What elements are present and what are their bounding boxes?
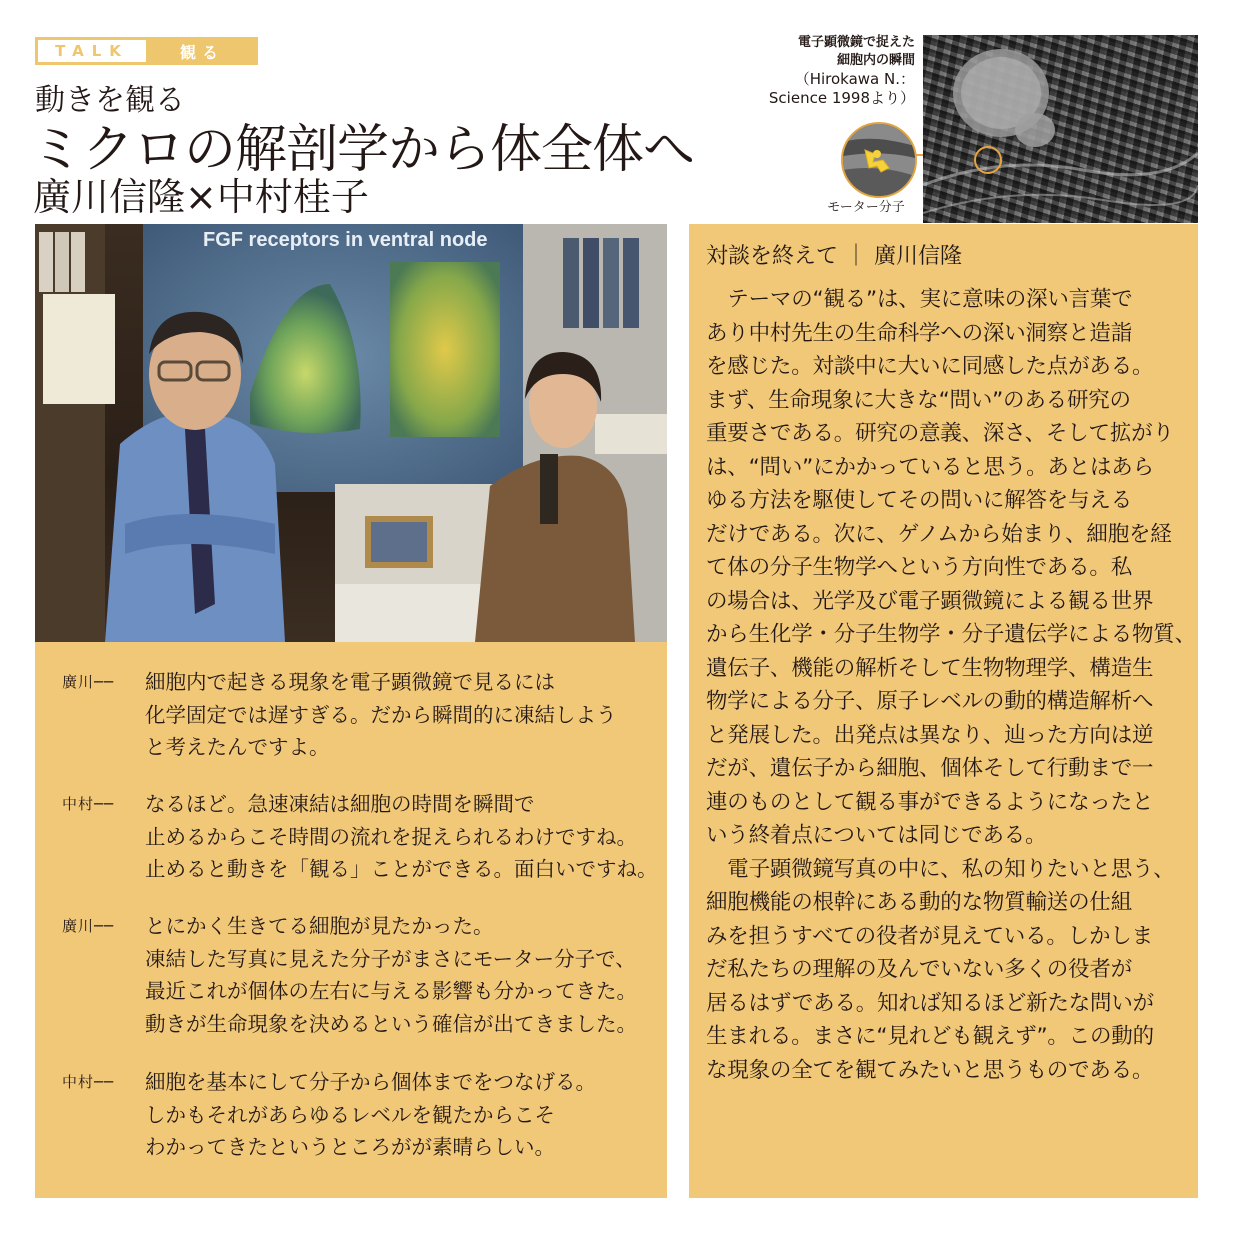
dialogue-line: わかってきたというところがが素晴らしい。	[145, 1135, 555, 1159]
dialogue-line: 止めると動きを「観る」ことができる。面白いですね。	[145, 857, 658, 881]
dialogue-entry	[62, 666, 662, 764]
essay-heading: 対談を終えて ｜ 廣川信隆	[706, 244, 962, 269]
dialogue-entry	[62, 910, 662, 1040]
dialogue-line: 化学固定では遅すぎる。だから瞬間的に凍結しよう	[145, 702, 617, 727]
dialogue-line: 動きが生命現象を決めるという確信が出てきました。	[145, 1011, 637, 1036]
essay-line: を感じた。対談中に大いに同感した点がある。	[706, 354, 1154, 379]
electron-micrograph	[923, 35, 1198, 223]
essay-line: と発展した。出発点は異なり、辿った方向は逆	[706, 722, 1154, 748]
essay-line: まず、生命現象に大きな“問い”のある研究の	[706, 387, 1131, 413]
dialogue-line: と考えたんですよ。	[145, 735, 330, 759]
title-kicker: 動きを観る	[35, 83, 185, 118]
essay-line: だが、遺伝子から細胞、個体そして行動まで一	[706, 756, 1154, 781]
essay-line: 連のものとして観る事ができるようになったと	[706, 789, 1154, 815]
motor-molecule-diagram	[843, 124, 915, 196]
dialogue-line: 細胞内で起きる現象を電子顕微鏡で見るには	[145, 670, 555, 694]
dialogue-speaker: 廣川──	[62, 673, 115, 691]
dialogue-line: 細胞を基本にして分子から個体までをつなげる。	[145, 1070, 596, 1094]
essay-line: 細胞機能の根幹にある動的な物質輸送の仕組	[706, 890, 1133, 915]
dialogue-speaker: 中村──	[62, 795, 115, 813]
essay-line: な現象の全てを観てみたいと思うものである。	[706, 1057, 1154, 1083]
portrait-illustration	[35, 224, 667, 642]
dialogue-line: 止めるからこそ時間の流れを捉えられるわけですね。	[145, 824, 637, 849]
page-title: ミクロの解剖学から体全体へ	[31, 120, 695, 180]
essay-line: は、“問い”にかかっていると思う。あとはあら	[706, 454, 1154, 480]
essay-line: ゆる方法を駆使してその問いに解答を与える	[706, 488, 1133, 513]
portrait-photo	[35, 224, 667, 642]
essay-line: いう終着点については同じである。	[706, 823, 1047, 848]
dialogue-line: しかもそれがあらゆるレベルを観たからこそ	[145, 1102, 555, 1127]
speaker-names: 廣川信隆×中村桂子	[33, 175, 369, 219]
dialogue-entry	[62, 1066, 662, 1164]
essay-line: 遺伝子、機能の解析そして生物物理学、構造生	[706, 655, 1154, 681]
dialogue-line: なるほど。急速凍結は細胞の時間を瞬間で	[145, 792, 535, 816]
essay-line: 生まれる。まさに“見れども観えず”。この動的	[706, 1024, 1154, 1049]
dialogue-line: とにかく生きてる細胞が見たかった。	[145, 914, 494, 938]
essay-line: テーマの“観る”は、実に意味の深い言葉で	[706, 287, 1133, 312]
em-caption-source-1: （Hirokawa N.：	[794, 70, 915, 88]
tag-subject-label: 観る	[179, 42, 224, 62]
dialogue-speaker: 廣川──	[62, 917, 115, 935]
essay-line: て体の分子生物学へという方向性である。私	[706, 555, 1133, 580]
essay-line: の場合は、光学及び電子顕微鏡による観る世界	[706, 588, 1154, 614]
dialogue-entry	[62, 788, 662, 886]
em-caption	[720, 34, 915, 108]
essay-line: 物学による分子、原子レベルの動的構造解析へ	[706, 689, 1154, 714]
essay-line: から生化学・分子生物学・分子遺伝学による物質、	[706, 622, 1196, 647]
motor-molecule-inset	[841, 122, 917, 198]
essay-line: 重要さである。研究の意義、深さ、そして拡がり	[706, 421, 1174, 446]
essay-line: 電子顕微鏡写真の中に、私の知りたいと思う、	[706, 856, 1175, 882]
motor-molecule-label: モーター分子	[827, 200, 905, 215]
em-caption-source-2: Science 1998より）	[768, 89, 915, 107]
dialogue-line: 最近これが個体の左右に与える影響も分かってきた。	[145, 979, 637, 1003]
em-caption-line-1: 電子顕微鏡で捉えた	[797, 35, 915, 50]
essay-line: だけである。次に、ゲノムから始まり、細胞を経	[706, 521, 1172, 547]
essay-line: みを担うすべての役者が見えている。しかしま	[706, 923, 1153, 949]
slide-title: FGF receptors in ventral node	[203, 229, 488, 251]
em-caption-line-2: 細胞内の瞬間	[836, 53, 915, 68]
essay-line: だ私たちの理解の及んでいない多くの役者が	[706, 957, 1133, 982]
essay-line: 居るはずである。知れば知るほど新たな問いが	[706, 990, 1154, 1016]
tag-talk-label: TALK	[38, 40, 146, 62]
dialogue-line: 凍結した写真に見えた分子がまさにモーター分子で、	[145, 946, 636, 971]
dialogue-speaker: 中村──	[62, 1073, 115, 1091]
section-tag	[35, 37, 258, 65]
essay-line: あり中村先生の生命科学への深い洞察と造詣	[706, 320, 1133, 346]
essay-body	[706, 283, 1196, 1087]
micrograph-texture	[923, 35, 1198, 223]
